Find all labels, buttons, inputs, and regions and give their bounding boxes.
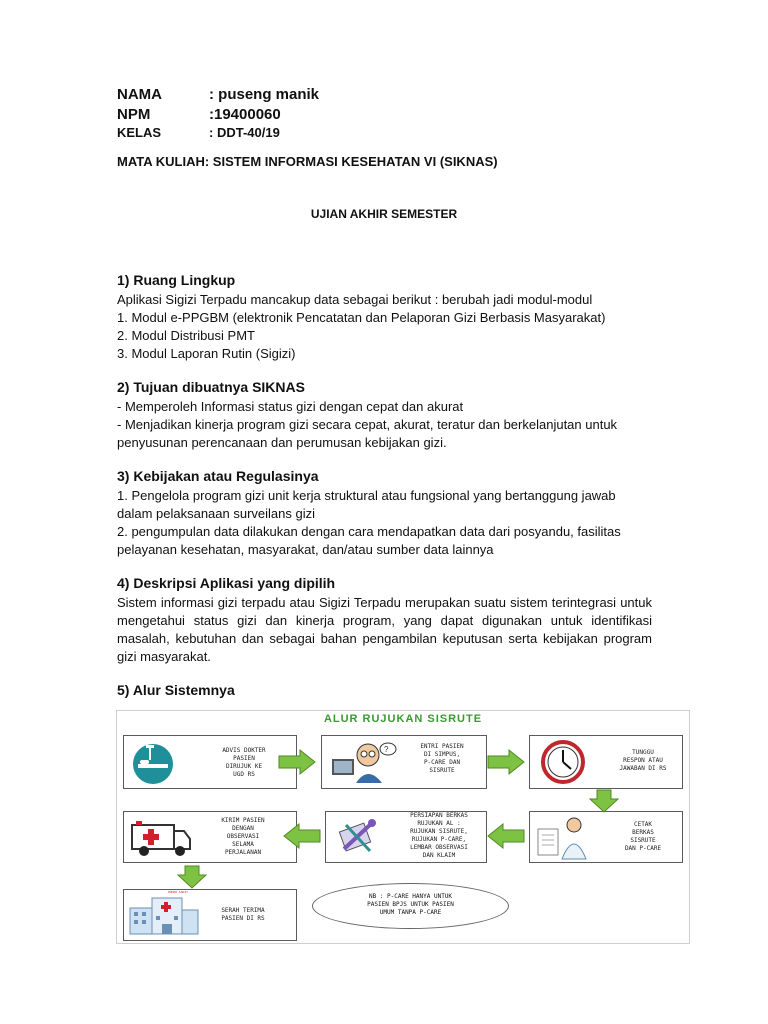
mata-kuliah: MATA KULIAH: SISTEM INFORMASI KESEHATAN VI (SIKNAS) <box>117 154 498 169</box>
list-item: - Memperoleh Informasi status gizi dengan cepat dan akurat <box>117 399 464 414</box>
step-tunggu-text: TUNGGU RESPON ATAU JAWABAN DI RS <box>619 749 667 772</box>
arrow-left-icon <box>283 823 321 849</box>
step-serah-text: SERAH TERIMA PASIEN DI RS <box>221 907 265 922</box>
hospital-building-icon <box>128 894 200 936</box>
nama-label: NAMA <box>117 86 162 103</box>
step-tunggu-box <box>529 735 683 789</box>
npm-row <box>117 106 281 123</box>
step-cetak-box <box>529 811 683 863</box>
list-item: - Menjadikan kinerja program gizi secara cepat, akurat, teratur dan berkelanjutan untuk penyusunan perencanaan dan perumusan kebijakan gizi. <box>117 417 618 450</box>
step-advis-text: ADVIS DOKTER PASIEN DIRUJUK KE UGD RS <box>222 747 266 778</box>
list-item: 3. Modul Laporan Rutin (Sigizi) <box>117 346 296 361</box>
step-entri-text: ENTRI PASIEN DI SIMPUS, P-CARE DAN SISRUTE <box>420 743 464 774</box>
section-deskripsi <box>117 575 652 666</box>
exam-title: UJIAN AKHIR SEMESTER <box>310 207 458 221</box>
arrow-down-icon <box>589 789 619 813</box>
list-item: 1. Modul e-PPGBM (elektronik Pencatatan dan Pelaporan Gizi Berbasis Masyarakat) <box>117 310 606 325</box>
paragraph: Sistem informasi gizi terpadu atau Sigizi Terpadu merupakan suatu sistem terintegrasi untuk mengetahui status gizi dan kinerja program, yang dapat digunakan untuk identifikasi masalah, kebutuhan dan sebagai bahan pengambilan keputusan serta kebijakan program gizi masyarakat. <box>117 595 652 664</box>
flow-diagram <box>116 710 690 944</box>
step-persiapan-text: PERSIAPAN BERKAS RUJUKAN AL : RUJUKAN SISRUTE, RUJUKAN P-CARE, LEMBAR OBSERVASI DAN KLAIM <box>410 812 468 859</box>
list-item: 1. Pengelola program gizi unit kerja struktural atau fungsional yang bertanggung jawab dalam pelaksanaan surveilans gizi <box>117 488 616 521</box>
step-persiapan-box <box>325 811 487 863</box>
paragraph: Aplikasi Sigizi Terpadu mancakup data sebagai berikut : berubah jadi modul-modul <box>117 292 593 307</box>
step-kirim-box <box>123 811 297 863</box>
step-entri-box <box>321 735 487 789</box>
nama-value: : puseng manik <box>209 86 320 103</box>
section-alur <box>117 682 652 701</box>
step-serah-box <box>123 889 297 941</box>
clock-icon <box>540 739 586 785</box>
npm-value: :19400060 <box>209 106 281 123</box>
hospital-bed-icon <box>130 740 176 784</box>
list-item: 2. Modul Distribusi PMT <box>117 328 255 343</box>
arrow-right-icon <box>278 749 316 775</box>
section-title: 4) Deskripsi Aplikasi yang dipilih <box>117 575 336 591</box>
step-advis-box <box>123 735 297 789</box>
section-title: 2) Tujuan dibuatnya SIKNAS <box>117 379 305 395</box>
kelas-label: KELAS <box>117 125 162 140</box>
hospital-sign: RUMAH SAKIT <box>168 890 188 894</box>
doctor-icon <box>536 815 596 859</box>
step-kirim-text: KIRIM PASIEN DENGAN OBSERVASI SELAMA PERJALANAN <box>221 817 265 856</box>
npm-label: NPM <box>117 106 151 123</box>
arrow-down-icon <box>177 865 207 889</box>
ambulance-icon <box>130 817 192 857</box>
note-text: NB : P-CARE HANYA UNTUK PASIEN BPJS UNTUK PASIEN UMUM TANPA P-CARE <box>367 893 454 916</box>
section-title: 3) Kebijakan atau Regulasinya <box>117 468 319 484</box>
tools-icon <box>334 817 384 857</box>
kelas-row <box>117 125 280 140</box>
arrow-right-icon <box>487 749 525 775</box>
kelas-value: : DDT-40/19 <box>209 125 280 140</box>
section-ruang-lingkup <box>117 272 652 363</box>
nama-row <box>117 86 319 103</box>
section-title: 1) Ruang Lingkup <box>117 272 236 288</box>
section-kebijakan <box>117 468 652 559</box>
diagram-title: ALUR RUJUKAN SISRUTE <box>323 713 483 725</box>
arrow-left-icon <box>487 823 525 849</box>
section-title: 5) Alur Sistemnya <box>117 682 235 698</box>
svg-text:?: ? <box>384 745 389 754</box>
step-cetak-text: CETAK BERKAS SISRUTE DAN P-CARE <box>624 821 662 852</box>
section-tujuan <box>117 379 652 452</box>
person-computer-icon <box>328 739 398 785</box>
note-bubble <box>312 883 509 929</box>
list-item: 2. pengumpulan data dilakukan dengan cara mendapatkan data dari posyandu, fasilitas pelayanan kesehatan, masyarakat, dan/atau sumber data lainnya <box>117 524 621 557</box>
